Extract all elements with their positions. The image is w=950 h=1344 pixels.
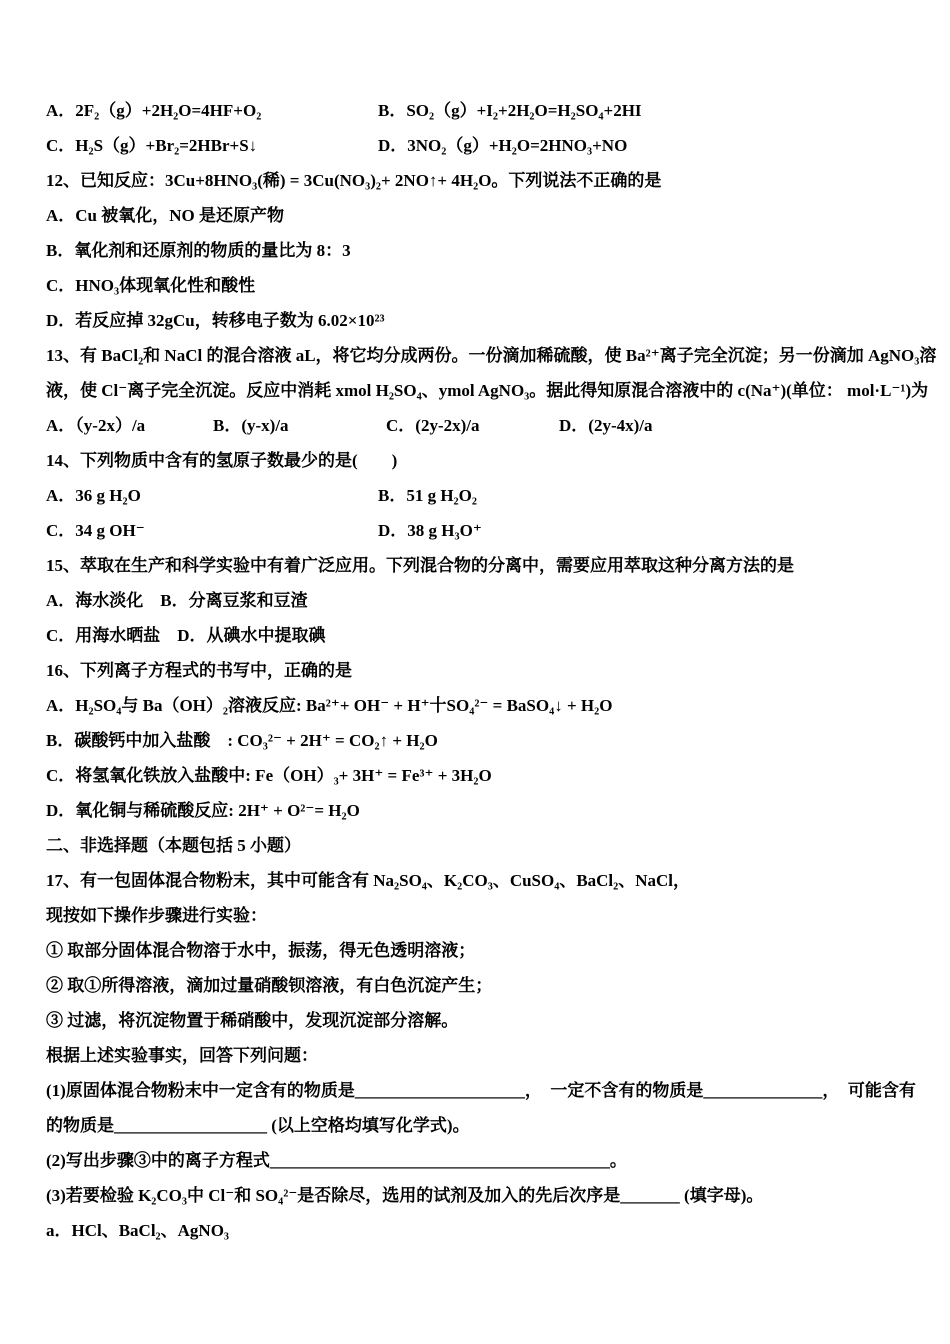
q17-prompt: 根据上述实验事实，回答下列问题： (46, 1046, 318, 1065)
q17-stem: 17、有一包固体混合物粉末，其中可能含有 Na₂SO₄、K₂CO₃、CuSO₄、BaCl₂、NaCl， (46, 871, 691, 890)
q11-option-d: D．3NO₂（g）+H₂O=2HNO₃+NO (378, 136, 628, 155)
q12-stem: 12、已知反应：3Cu+8HNO₃(稀) = 3Cu(NO₃)₂+ 2NO↑+ 4H₂O。下列说法不正确的是 (46, 171, 662, 190)
q13-stem-line-2: 液，使 Cl⁻离子完全沉淀。反应中消耗 xmol H₂SO₄、ymol AgNO₃。据此得知原混合溶液中的 c(Na⁺)(单位： mol·L⁻¹)为 (46, 381, 929, 400)
q13-option-a: A．（y-2x）/a (46, 416, 146, 435)
q15-options-row-2: C．用海水晒盐 D．从碘水中提取碘 (46, 626, 326, 645)
q17-intro: 现按如下操作步骤进行实验： (46, 906, 267, 925)
q14-options-row-1 (46, 478, 946, 513)
q13-stem-line-1: 13、有 BaCl₂和 NaCl 的混合溶液 aL，将它均分成两份。一份滴加稀硫酸，使 Ba²⁺离子完全沉淀；另一份滴加 AgNO₃溶 (46, 346, 937, 365)
q11-option-c: C．H₂S（g）+Br₂=2HBr+S↓ (46, 136, 258, 155)
q17-step-2: ② 取①所得溶液，滴加过量硝酸钡溶液，有白色沉淀产生； (46, 976, 493, 995)
q13-options-row (46, 408, 946, 443)
q17-choice-a: a．HCl、BaCl₂、AgNO₃ (46, 1221, 230, 1240)
q16-option-b: B．碳酸钙中加入盐酸 : CO₃²⁻ + 2H⁺ = CO₂↑ + H₂O (46, 731, 438, 750)
q11-options-row-2 (46, 128, 946, 163)
q16-option-a: A．H₂SO₄与 Ba（OH）₂溶液反应: Ba²⁺+ OH⁻ + H⁺十SO₄²⁻ = BaSO₄↓ + H₂O (46, 696, 613, 715)
section-2-heading: 二、非选择题（本题包括 5 小题） (46, 836, 301, 855)
q14-stem: 14、下列物质中含有的氢原子数最少的是( ) (46, 451, 398, 470)
q14-option-a: A．36 g H₂O (46, 486, 141, 505)
q16-stem: 16、下列离子方程式的书写中，正确的是 (46, 661, 352, 680)
q12-option-b: B．氧化剂和还原剂的物质的量比为 8：3 (46, 241, 351, 260)
q16-option-d: D．氧化铜与稀硫酸反应: 2H⁺ + O²⁻= H₂O (46, 801, 360, 820)
q15-stem: 15、萃取在生产和科学实验中有着广泛应用。下列混合物的分离中，需要应用萃取这种分离方法的是 (46, 556, 794, 575)
q14-options-row-2 (46, 513, 946, 548)
q13-option-c: C．(2y-2x)/a (386, 416, 480, 435)
q11-options-row-1 (46, 93, 946, 128)
q17-step-3: ③ 过滤，将沉淀物置于稀硝酸中，发现沉淀部分溶解。 (46, 1011, 459, 1030)
q13-option-b: B．(y-x)/a (213, 416, 289, 435)
q17-blank-line-4: (3)若要检验 K₂CO₃中 Cl⁻和 SO₄²⁻是否除尽，选用的试剂及加入的先后次序是_______ (填字母)。 (46, 1186, 764, 1205)
q11-option-b: B．SO₂（g）+I₂+2H₂O=H₂SO₄+2HI (378, 101, 642, 120)
q12-option-c: C．HNO₃体现氧化性和酸性 (46, 276, 256, 295)
q16-option-c: C．将氢氧化铁放入盐酸中: Fe（OH）₃+ 3H⁺ = Fe³⁺ + 3H₂O (46, 766, 492, 785)
q13-option-d: D．(2y-4x)/a (559, 416, 653, 435)
q12-option-d: D．若反应掉 32gCu，转移电子数为 6.02×10²³ (46, 311, 385, 330)
q14-option-d: D．38 g H₃O⁺ (378, 521, 482, 540)
q15-options-row-1: A．海水淡化 B．分离豆浆和豆渣 (46, 591, 308, 610)
q17-blank-line-3: (2)写出步骤③中的离子方程式________________________________________。 (46, 1151, 627, 1170)
q12-option-a: A．Cu 被氧化，NO 是还原产物 (46, 206, 285, 225)
q17-step-1: ① 取部分固体混合物溶于水中，振荡，得无色透明溶液； (46, 941, 476, 960)
q11-option-a: A．2F₂（g）+2H₂O=4HF+O₂ (46, 101, 262, 120)
q17-blank-line-1: (1)原固体混合物粉末中一定含有的物质是____________________， 一定不含有的物质是______________， 可能含有 (46, 1081, 916, 1100)
q14-option-c: C．34 g OH⁻ (46, 521, 145, 540)
q14-option-b: B．51 g H₂O₂ (378, 486, 477, 505)
q17-blank-line-2: 的物质是__________________ (以上空格均填写化学式)。 (46, 1116, 470, 1135)
